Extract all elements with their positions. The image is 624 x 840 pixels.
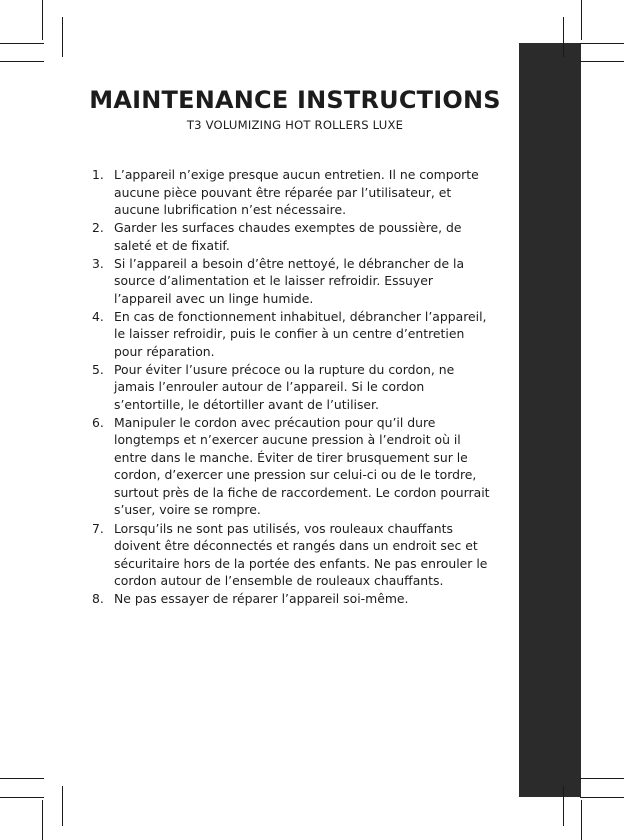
list-item bbox=[92, 219, 494, 254]
item-number: 5. bbox=[92, 361, 104, 377]
instruction-list bbox=[92, 166, 494, 608]
item-number: 7. bbox=[92, 520, 104, 536]
crop-mark bbox=[62, 17, 63, 57]
crop-mark bbox=[580, 797, 624, 798]
crop-mark bbox=[581, 0, 582, 40]
item-text: Lorsqu’ils ne sont pas utilisés, vos rouleaux chauffants doivent être déconnectés et rangés dans un endroit sec et sécuritaire hors de la portée des enfants. Ne pas enrouler le cordon autour de l’ensemble de rouleaux chauffants. bbox=[114, 520, 488, 589]
list-item bbox=[92, 255, 494, 308]
crop-mark bbox=[42, 0, 43, 40]
list-item bbox=[92, 590, 494, 608]
list-item bbox=[92, 308, 494, 361]
item-text: Manipuler le cordon avec précaution pour qu’il dure longtemps et n’exercer aucune pression à l’endroit où il entre dans le manche. Éviter de tirer brusquement sur le cordon, d’exercer une pression sur celui-ci ou de le tordre, surtout près de la fiche de raccordement. Le cordon pourrait s’user, voire se rompre. bbox=[114, 414, 490, 518]
crop-mark bbox=[0, 43, 44, 44]
list-item bbox=[92, 520, 494, 590]
crop-mark bbox=[62, 786, 63, 826]
item-number: 1. bbox=[92, 167, 104, 182]
list-item bbox=[92, 166, 494, 219]
page-subtitle: T3 VOLUMIZING HOT ROLLERS LUXE bbox=[186, 118, 404, 132]
page-title: MAINTENANCE INSTRUCTIONS bbox=[89, 86, 501, 114]
item-number: 4. bbox=[92, 308, 104, 324]
item-text: Ne pas essayer de réparer l’appareil soi-même. bbox=[114, 591, 409, 607]
item-number: 2. bbox=[92, 220, 104, 236]
crop-mark bbox=[581, 800, 582, 840]
list-item bbox=[92, 361, 494, 414]
item-text: En cas de fonctionnement inhabituel, débrancher l’appareil, le laisser refroidir, puis le confier à un centre d’entretien pour réparation. bbox=[114, 308, 487, 359]
crop-mark bbox=[580, 778, 624, 779]
item-number: 6. bbox=[92, 414, 104, 430]
item-text: L’appareil n’exige presque aucun entretien. Il ne comporte aucune pièce pouvant être réparée par l’utilisateur, et aucune lubrification n’est nécessaire. bbox=[114, 167, 479, 217]
item-number: 8. bbox=[92, 591, 104, 607]
item-text: Pour éviter l’usure précoce ou la rupture du cordon, ne jamais l’enrouler autour de l’appareil. Si le cordon s’entortille, le détortiller avant de l’utiliser. bbox=[114, 361, 455, 412]
crop-mark bbox=[0, 797, 44, 798]
item-text: Garder les surfaces chaudes exemptes de poussière, de saleté et de fixatif. bbox=[114, 220, 462, 253]
crop-mark bbox=[0, 778, 44, 779]
crop-mark bbox=[580, 61, 624, 62]
list-item bbox=[92, 414, 494, 519]
side-tab bbox=[519, 43, 581, 797]
item-number: 3. bbox=[92, 255, 104, 271]
crop-mark bbox=[563, 786, 564, 826]
crop-mark bbox=[563, 17, 564, 57]
crop-mark bbox=[580, 43, 624, 44]
crop-mark bbox=[0, 61, 44, 62]
item-text: Si l’appareil a besoin d’être nettoyé, le débrancher de la source d’alimentation et le laisser refroidir. Essuyer l’appareil avec un linge humide. bbox=[114, 255, 465, 306]
crop-mark bbox=[42, 800, 43, 840]
